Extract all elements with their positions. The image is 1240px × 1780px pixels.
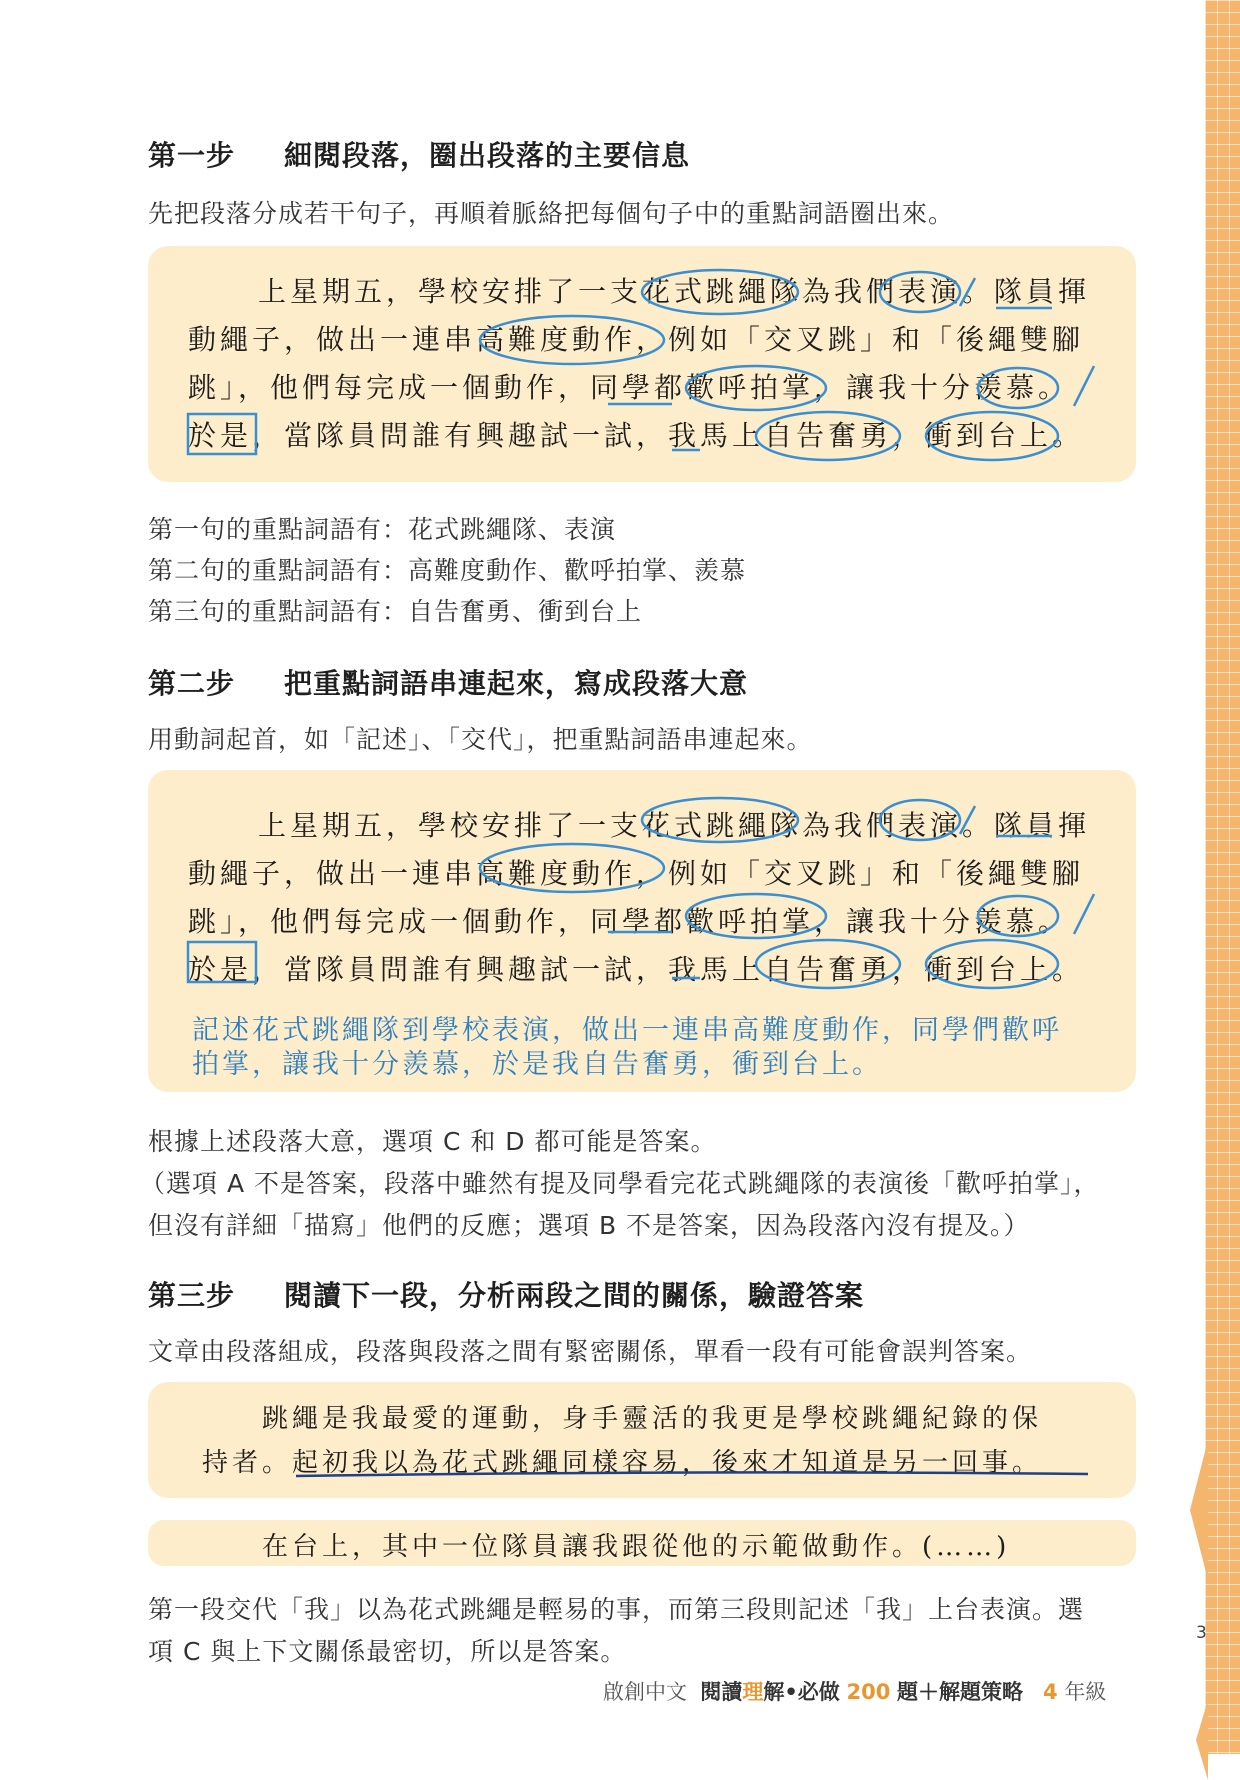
- footer-book-a: 閱讀: [700, 1680, 743, 1704]
- passage2-line1: 上星期五，學校安排了一支花式跳繩隊為我們表演。隊員揮: [258, 809, 1091, 842]
- passage2-line3: 跳」，他們每完成一個動作，同學都歡呼拍掌，讓我十分羨慕。: [188, 905, 1071, 938]
- step3-heading: [148, 1274, 864, 1314]
- step3-label: 第三步: [148, 1279, 236, 1312]
- passage4-box: [148, 1520, 1136, 1566]
- passage3-box: [148, 1382, 1136, 1498]
- passage1-line4: 於是，當隊員問誰有興趣試一試，我馬上自告奮勇，衝到台上。: [188, 419, 1085, 452]
- strip-notch-bottom: [1196, 1700, 1208, 1780]
- footer-grade-label: 年級: [1064, 1680, 1107, 1704]
- analysis-line-1: 根據上述段落大意，選項 C 和 D 都可能是答案。: [148, 1127, 717, 1156]
- step1-intro: 先把段落分成若干句子，再順着脈絡把每個句子中的重點詞語圈出來。: [148, 199, 955, 228]
- step3-intro: 文章由段落組成，段落與段落之間有緊密關係，單看一段有可能會誤判答案。: [148, 1337, 1033, 1366]
- passage1-line2: 動繩子，做出一連串高難度動作，例如「交叉跳」和「後繩雙腳: [188, 323, 1085, 356]
- step3-title: 閱讀下一段，分析兩段之間的關係，驗證答案: [284, 1279, 865, 1312]
- passage3-line1: 跳繩是我最愛的運動，身手靈活的我更是學校跳繩紀錄的保: [262, 1404, 1043, 1434]
- summary-line1: 記述花式跳繩隊到學校表演，做出一連串高難度動作，同學們歡呼: [192, 1015, 1062, 1046]
- passage2-line2: 動繩子，做出一連串高難度動作，例如「交叉跳」和「後繩雙腳: [188, 857, 1085, 890]
- footer-series: 啟創中文: [603, 1680, 687, 1704]
- footer-dot: •: [784, 1680, 798, 1704]
- conclusion-line-1: 第一段交代「我」以為花式跳繩是輕易的事，而第三段則記述「我」上台表演。選: [148, 1595, 1085, 1624]
- passage4-line: 在台上，其中一位隊員讓我跟從他的示範做動作。(……): [262, 1532, 1011, 1562]
- analysis-line-3: 但沒有詳細「描寫」他們的反應；選項 B 不是答案，因為段落內沒有提及。）: [148, 1211, 1030, 1240]
- footer-grade-num: 4: [1043, 1680, 1058, 1704]
- footer-title: [603, 1676, 1106, 1706]
- keyword-line-1: 第一句的重點詞語有：花式跳繩隊、表演: [148, 515, 617, 544]
- analysis-line-2: （選項 A 不是答案，段落中雖然有提及同學看完花式跳繩隊的表演後「歡呼拍掌」，: [140, 1169, 1100, 1198]
- passage1-line3: 跳」，他們每完成一個動作，同學都歡呼拍掌，讓我十分羨慕。: [188, 371, 1071, 404]
- page-number: 3: [1196, 1623, 1207, 1643]
- passage1-box: [148, 246, 1136, 482]
- passage2-line4: 於是，當隊員問誰有興趣試一試，我馬上自告奮勇，衝到台上。: [188, 953, 1085, 986]
- step2-title: 把重點詞語串連起來，寫成段落大意: [284, 667, 749, 700]
- passage3-line2: 持者。起初我以為花式跳繩同樣容易，後來才知道是另一回事。: [202, 1448, 1043, 1478]
- step1-label: 第一步: [148, 139, 236, 172]
- step1-heading: [148, 134, 690, 174]
- footer-subtitle-b: 題＋解題策略: [897, 1680, 1024, 1704]
- keyword-line-3: 第三句的重點詞語有：自告奮勇、衝到台上: [148, 597, 643, 626]
- footer-book-b: 理: [742, 1680, 764, 1704]
- summary-line2: 拍掌，讓我十分羨慕，於是我自告奮勇，衝到台上。: [192, 1049, 882, 1080]
- strip-notch: [1190, 1440, 1208, 1580]
- passage2-box: [148, 770, 1136, 1092]
- step2-label: 第二步: [148, 667, 236, 700]
- keyword-line-2: 第二句的重點詞語有：高難度動作、歡呼拍掌、羨慕: [148, 556, 747, 585]
- footer-subtitle-a: 必做: [797, 1680, 840, 1704]
- footer-count: 200: [846, 1680, 891, 1704]
- step2-intro: 用動詞起首，如「記述」、「交代」，把重點詞語串連起來。: [148, 725, 813, 754]
- step1-title: 細閱段落，圈出段落的主要信息: [284, 139, 691, 172]
- footer-book-c: 解: [763, 1680, 785, 1704]
- step2-heading: [148, 662, 748, 702]
- conclusion-line-2: 項 C 與上下文關係最密切，所以是答案。: [148, 1637, 627, 1666]
- grid-side-strip: [1205, 0, 1240, 1754]
- passage1-line1: 上星期五，學校安排了一支花式跳繩隊為我們表演。隊員揮: [258, 275, 1091, 308]
